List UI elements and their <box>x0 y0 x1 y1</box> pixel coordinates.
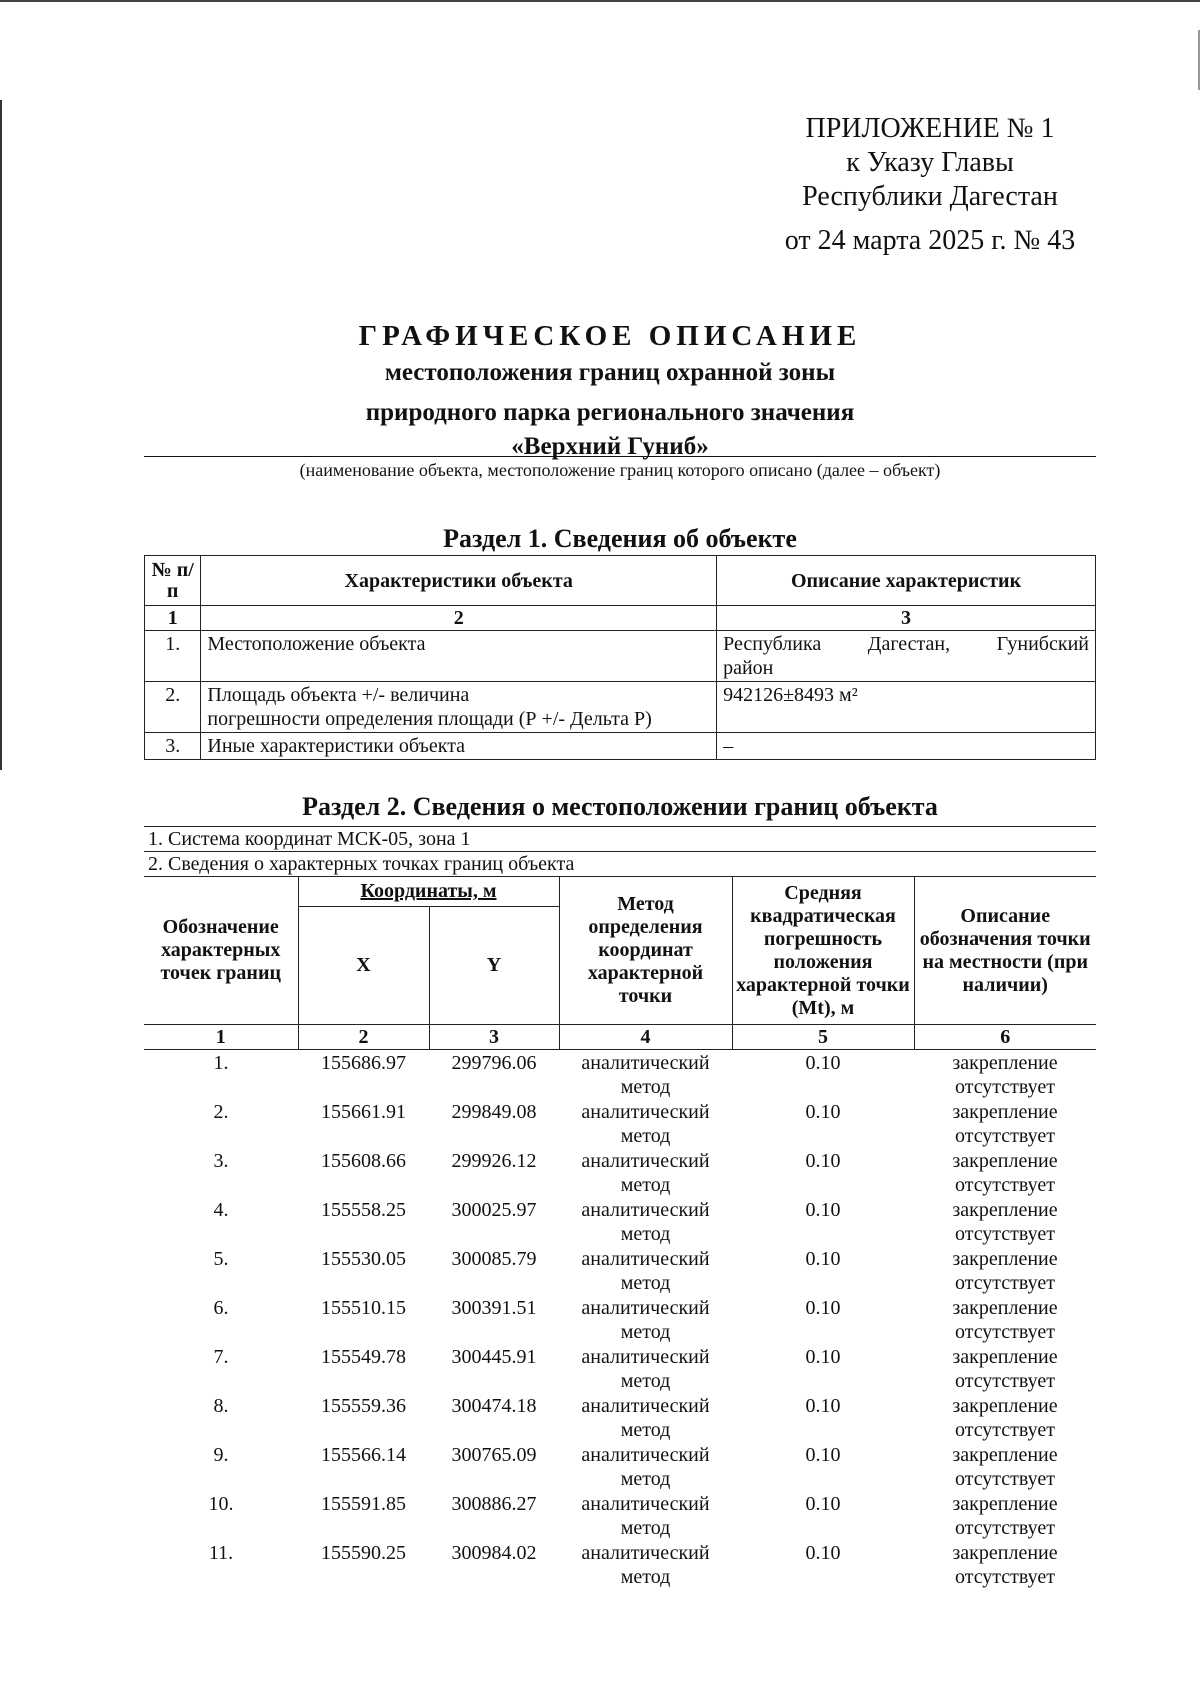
location-description-line: закрепление <box>952 1052 1058 1074</box>
appendix-block <box>770 112 1090 258</box>
row-description: – <box>717 733 1096 760</box>
location-description-line: отсутствует <box>954 1125 1056 1147</box>
table-row <box>145 733 1096 760</box>
error-value: 0.10 <box>805 1150 841 1172</box>
method-line: аналитический <box>581 1395 710 1417</box>
location-description-line: отсутствует <box>954 1076 1056 1098</box>
location-description-cell <box>914 1099 1096 1148</box>
location-description-line: отсутствует <box>954 1419 1056 1441</box>
col-number: 2 <box>298 1025 429 1050</box>
coordinate-x: 155559.36 <box>321 1395 406 1417</box>
method-line: аналитический <box>581 1150 710 1172</box>
table-row <box>144 1050 1096 1100</box>
row-description-line: район <box>723 657 774 679</box>
location-description-line: отсутствует <box>954 1468 1056 1490</box>
point-number: 4. <box>213 1199 229 1221</box>
location-description-cell <box>914 1050 1096 1100</box>
title-underline <box>144 456 1096 457</box>
method-cell <box>559 1393 732 1442</box>
location-description-cell <box>914 1540 1096 1589</box>
error-value: 0.10 <box>805 1542 841 1564</box>
table-row <box>144 1540 1096 1589</box>
table-row <box>144 1148 1096 1197</box>
coordinate-x: 155549.78 <box>321 1346 406 1368</box>
point-number: 8. <box>213 1395 229 1417</box>
location-description-line: закрепление <box>952 1346 1058 1368</box>
method-line: метод <box>620 1517 671 1539</box>
point-number: 3. <box>213 1150 229 1172</box>
point-number: 1. <box>213 1052 229 1074</box>
row-num: 1. <box>145 631 201 682</box>
table-row <box>144 1197 1096 1246</box>
row-description-line: Республика Дагестан, Гунибский <box>723 633 1089 655</box>
section2-heading: Раздел 2. Сведения о местоположении границ объекта <box>302 792 938 821</box>
location-description-line: отсутствует <box>954 1517 1056 1539</box>
location-description-line: отсутствует <box>954 1566 1056 1588</box>
error-value: 0.10 <box>805 1101 841 1123</box>
coordinate-x: 155530.05 <box>321 1248 406 1270</box>
method-cell <box>559 1344 732 1393</box>
col-number: 1 <box>144 1025 298 1050</box>
location-description-line: отсутствует <box>954 1370 1056 1392</box>
error-value: 0.10 <box>805 1052 841 1074</box>
method-cell <box>559 1246 732 1295</box>
row-characteristic <box>201 682 717 733</box>
coordinate-y: 300391.51 <box>451 1297 537 1319</box>
point-number: 6. <box>213 1297 229 1319</box>
location-description-line: закрепление <box>952 1199 1058 1221</box>
coordinate-x: 155591.85 <box>321 1493 406 1515</box>
location-description-cell <box>914 1344 1096 1393</box>
col-number: 6 <box>914 1025 1096 1050</box>
col-number: 5 <box>732 1025 914 1050</box>
coordinate-y: 300886.27 <box>451 1493 537 1515</box>
point-number: 10. <box>208 1493 234 1515</box>
location-description-line: отсутствует <box>954 1174 1056 1196</box>
method-line: метод <box>620 1419 671 1441</box>
header-num: № п/п <box>145 556 201 606</box>
location-description-line: закрепление <box>952 1248 1058 1270</box>
method-line: метод <box>620 1223 671 1245</box>
location-description-line: отсутствует <box>954 1272 1056 1294</box>
coordinate-x: 155590.25 <box>321 1542 406 1564</box>
row-characteristic-line: Площадь объекта +/- величина <box>207 684 470 706</box>
error-value: 0.10 <box>805 1346 841 1368</box>
method-line: метод <box>620 1370 671 1392</box>
location-description-line: закрепление <box>952 1297 1058 1319</box>
title-caption: (наименование объекта, местоположение границ которого описано (далее – объект) <box>299 460 941 480</box>
error-value: 0.10 <box>805 1493 841 1515</box>
coordinate-x: 155661.91 <box>321 1101 406 1123</box>
location-description-line: закрепление <box>952 1395 1058 1417</box>
error-value: 0.10 <box>805 1444 841 1466</box>
method-cell <box>559 1197 732 1246</box>
location-description-line: отсутствует <box>954 1321 1056 1343</box>
point-number: 11. <box>208 1542 234 1564</box>
method-line: метод <box>620 1125 671 1147</box>
method-line: метод <box>620 1174 671 1196</box>
location-description-cell <box>914 1197 1096 1246</box>
title-line2: местоположения границ охранной зоны <box>384 359 836 386</box>
location-description-cell <box>914 1148 1096 1197</box>
object-info-table <box>144 555 1096 760</box>
col-number: 1 <box>145 606 201 631</box>
scan-edge-mark <box>0 100 2 770</box>
coordinate-y: 299796.06 <box>451 1052 537 1074</box>
table-row <box>144 1099 1096 1148</box>
error-value: 0.10 <box>805 1297 841 1319</box>
col-number: 3 <box>429 1025 559 1050</box>
location-description-line: отсутствует <box>954 1223 1056 1245</box>
coord-system-line: 1. Система координат МСК-05, зона 1 <box>144 827 1096 852</box>
boundary-points-table <box>144 876 1096 1589</box>
header-point: Обозначение характерных точек границ <box>144 877 298 1025</box>
header-location-description: Описание обозначения точки на местности (при наличии) <box>914 877 1096 1025</box>
method-cell <box>559 1540 732 1589</box>
method-line: аналитический <box>581 1101 710 1123</box>
method-line: аналитический <box>581 1346 710 1368</box>
method-line: аналитический <box>581 1199 710 1221</box>
table-row <box>144 1442 1096 1491</box>
table-row <box>144 1344 1096 1393</box>
points-title-line: 2. Сведения о характерных точках границ объекта <box>144 852 1096 877</box>
section1-heading: Раздел 1. Сведения об объекте <box>443 524 797 553</box>
location-description-line: закрепление <box>952 1542 1058 1564</box>
table-row <box>144 1393 1096 1442</box>
method-line: метод <box>620 1272 671 1294</box>
method-line: аналитический <box>581 1542 710 1564</box>
coordinate-y: 300474.18 <box>451 1395 537 1417</box>
coordinate-y: 300984.02 <box>451 1542 537 1564</box>
row-num: 3. <box>145 733 201 760</box>
row-characteristic-line: погрешности определения площади (Р +/- Дельта Р) <box>207 708 652 730</box>
method-cell <box>559 1148 732 1197</box>
method-cell <box>559 1099 732 1148</box>
method-cell <box>559 1491 732 1540</box>
location-description-line: закрепление <box>952 1493 1058 1515</box>
table-row <box>144 1491 1096 1540</box>
coordinate-y: 299849.08 <box>451 1101 537 1123</box>
coordinate-y: 300765.09 <box>451 1444 537 1466</box>
coordinate-x: 155608.66 <box>321 1150 406 1172</box>
header-error: Средняя квадратическая погрешность положения характерной точки (Mt), м <box>732 877 914 1025</box>
coordinate-x: 155566.14 <box>321 1444 406 1466</box>
point-number: 2. <box>213 1101 229 1123</box>
location-description-cell <box>914 1491 1096 1540</box>
row-description: 942126±8493 м² <box>717 682 1096 733</box>
header-y: Y <box>429 907 559 1025</box>
title-object-name: «Верхний Гуниб» <box>511 433 709 460</box>
title-line3: природного парка регионального значения <box>365 399 855 426</box>
title-main: ГРАФИЧЕСКОЕ ОПИСАНИЕ <box>358 320 862 352</box>
document-title <box>320 318 900 462</box>
col-number: 2 <box>201 606 717 631</box>
method-line: аналитический <box>581 1493 710 1515</box>
table-row <box>144 1295 1096 1344</box>
header-characteristics: Характеристики объекта <box>201 556 717 606</box>
header-description: Описание характеристик <box>717 556 1096 606</box>
appendix-date: от 24 марта 2025 г. № 43 <box>784 225 1076 256</box>
col-number: 3 <box>717 606 1096 631</box>
method-line: метод <box>620 1321 671 1343</box>
location-description-cell <box>914 1393 1096 1442</box>
appendix-title: ПРИЛОЖЕНИЕ № 1 <box>805 113 1055 144</box>
coordinate-y: 300025.97 <box>451 1199 537 1221</box>
method-line: аналитический <box>581 1052 710 1074</box>
row-characteristic: Местоположение объекта <box>201 631 717 682</box>
error-value: 0.10 <box>805 1199 841 1221</box>
method-line: метод <box>620 1076 671 1098</box>
method-line: аналитический <box>581 1444 710 1466</box>
location-description-line: закрепление <box>952 1150 1058 1172</box>
method-cell <box>559 1442 732 1491</box>
error-value: 0.10 <box>805 1248 841 1270</box>
header-method: Метод определения координат характерной точки <box>559 877 732 1025</box>
header-x: X <box>298 907 429 1025</box>
point-number: 7. <box>213 1346 229 1368</box>
method-cell <box>559 1295 732 1344</box>
table-row <box>145 682 1096 733</box>
coordinate-y: 299926.12 <box>451 1150 537 1172</box>
coordinate-y: 300445.91 <box>451 1346 537 1368</box>
table-row <box>144 1246 1096 1295</box>
point-number: 9. <box>213 1444 229 1466</box>
coordinate-y: 300085.79 <box>451 1248 537 1270</box>
location-description-cell <box>914 1442 1096 1491</box>
method-line: метод <box>620 1566 671 1588</box>
appendix-reference: к Указу Главы <box>846 147 1014 178</box>
location-description-cell <box>914 1246 1096 1295</box>
appendix-authority: Республики Дагестан <box>802 181 1058 212</box>
location-description-line: закрепление <box>952 1444 1058 1466</box>
method-line: аналитический <box>581 1248 710 1270</box>
method-line: метод <box>620 1468 671 1490</box>
point-number: 5. <box>213 1248 229 1270</box>
coordinate-x: 155510.15 <box>321 1297 406 1319</box>
error-value: 0.10 <box>805 1395 841 1417</box>
col-number: 4 <box>559 1025 732 1050</box>
scan-edge-line <box>0 0 1200 2</box>
row-num: 2. <box>145 682 201 733</box>
method-line: аналитический <box>581 1297 710 1319</box>
coordinate-x: 155558.25 <box>321 1199 406 1221</box>
location-description-cell <box>914 1295 1096 1344</box>
table-row <box>145 631 1096 682</box>
location-description-line: закрепление <box>952 1101 1058 1123</box>
header-coordinates: Координаты, м <box>298 877 559 907</box>
row-characteristic: Иные характеристики объекта <box>201 733 717 760</box>
coordinate-x: 155686.97 <box>321 1052 406 1074</box>
row-description <box>717 631 1096 682</box>
method-cell <box>559 1050 732 1100</box>
